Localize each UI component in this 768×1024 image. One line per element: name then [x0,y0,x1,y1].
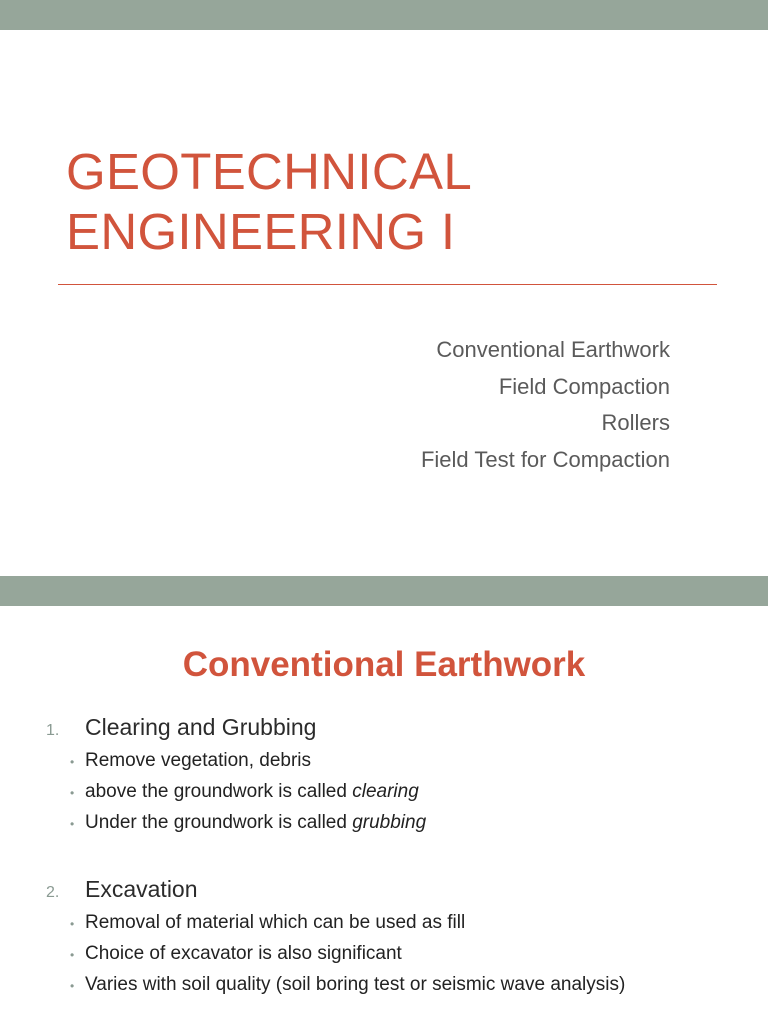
bullet-dot-icon: • [70,817,75,831]
bullet-list [46,750,746,843]
subtitle-item: Conventional Earthwork [436,337,670,362]
bullet-text: Varies with soil quality (soil boring test or seismic wave analysis) [85,974,626,995]
bullet-text: Under the groundwork is called grubbing [85,812,427,833]
bullet-emphasis: grubbing [352,812,427,833]
bullet-text: Choice of excavator is also significant [85,943,402,964]
section-header [46,714,746,750]
content-slide [0,576,768,1024]
bullet-emphasis: clearing [352,781,419,802]
bullet-dot-icon: • [70,948,75,962]
title-divider [58,284,717,285]
title-line-2: ENGINEERING I [66,203,456,260]
section-number: 2. [46,884,60,901]
bullet-text: Remove vegetation, debris [85,750,312,771]
slide-heading: Conventional Earthwork [182,645,586,684]
section-header [46,876,746,912]
subtitle-list [421,332,670,478]
section-title: Excavation [85,876,198,902]
subtitle-item: Field Test for Compaction [420,446,670,472]
subtitle-item: Rollers [601,410,670,435]
bullet-item [70,812,746,843]
section-excavation [46,876,746,1005]
bullet-dot-icon: • [70,917,75,931]
slide-header-bar [0,576,768,606]
slide-title [66,142,746,262]
subtitle-item: Field Compaction [498,373,670,399]
bullet-text: Removal of material which can be used as fill [85,912,466,933]
title-line-1: GEOTECHNICAL [66,143,472,200]
section-clearing-grubbing [46,714,746,843]
bullet-dot-icon: • [70,786,75,800]
bullet-item [70,943,746,974]
section-number: 1. [46,722,60,739]
bullet-dot-icon: • [70,979,75,993]
bullet-item [70,750,746,781]
bullet-item [70,974,746,1005]
bullet-text: above the groundwork is called clearing [85,781,419,802]
bullet-list [46,912,746,1005]
bullet-item [70,781,746,812]
section-title: Clearing and Grubbing [85,714,317,740]
slide-header-bar [0,0,768,30]
bullet-item [70,912,746,943]
bullet-dot-icon: • [70,755,75,769]
